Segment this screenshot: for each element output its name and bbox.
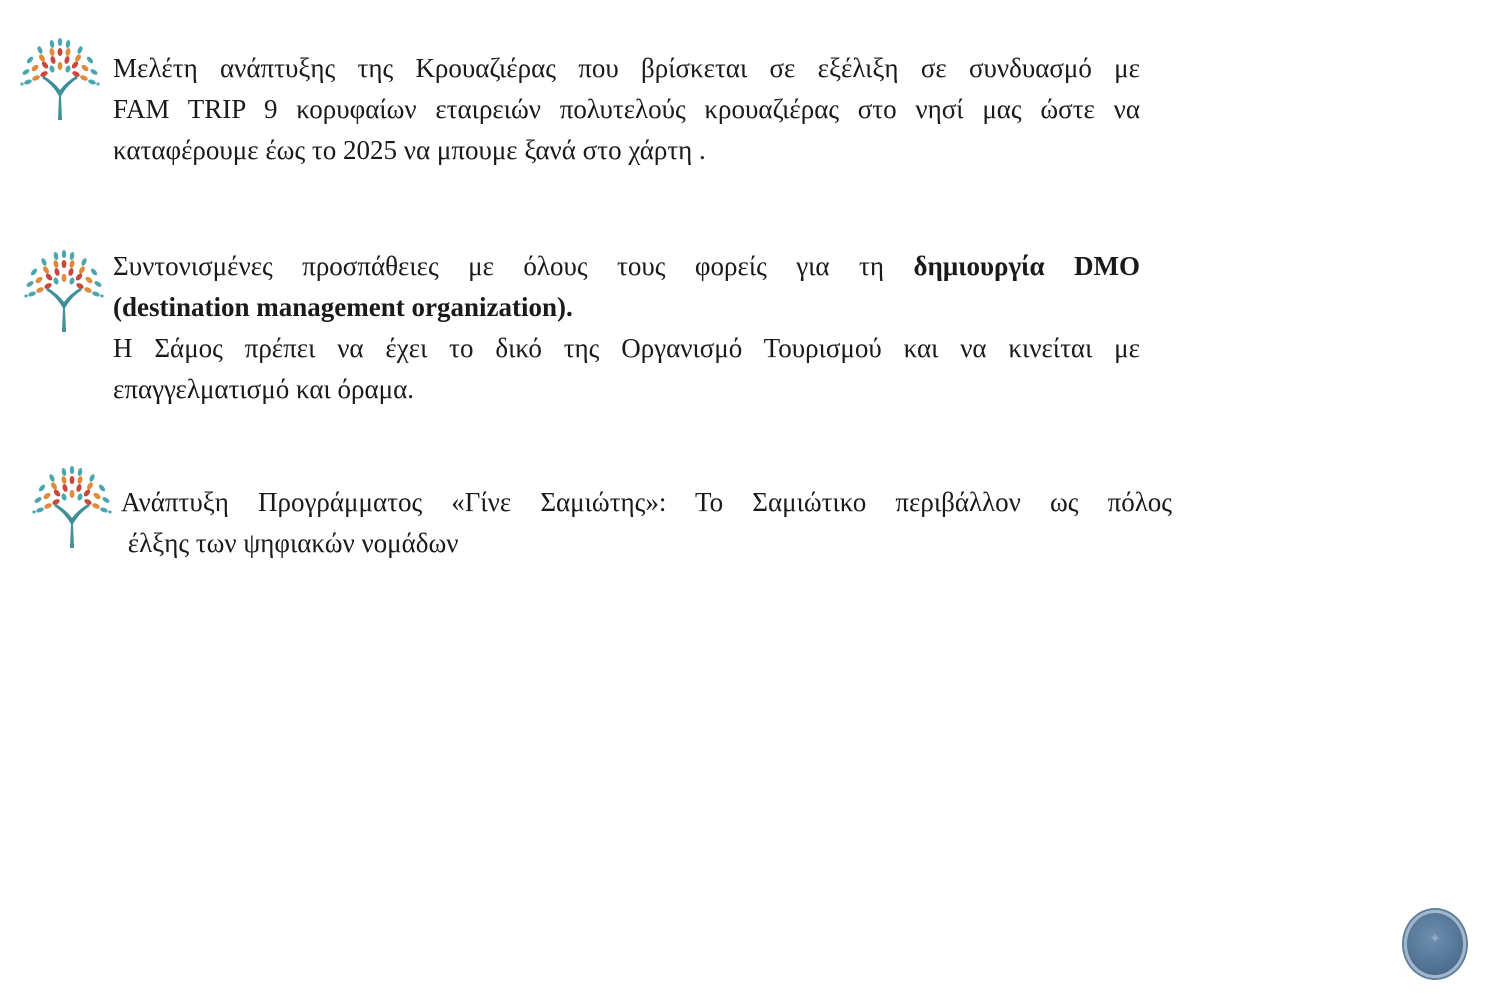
bullet-2-line-3: Η Σάμος πρέπει να έχει το δικό της Οργανισμό Τουρισμού και να κινείται με	[113, 333, 1140, 363]
bullet-2-text	[113, 246, 1140, 410]
bullet-3-line-1: Ανάπτυξη Προγράμματος «Γίνε Σαμιώτης»: Το Σαμιώτικο περιβάλλον ως πόλος	[121, 487, 1172, 517]
tree-icon	[30, 466, 114, 550]
tree-icon	[18, 38, 102, 122]
bullet-1-text	[113, 48, 1140, 171]
bullet-2-line-1-bold: δημιουργία DMO	[913, 251, 1141, 281]
bullet-2-line-1-normal: Συντονισμένες προσπάθειες με όλους τους φορείς για τη	[113, 251, 885, 281]
bullet-1-line-3: καταφέρουμε έως το 2025 να μπουμε ξανά στο χάρτη .	[113, 135, 706, 165]
bullet-2-line-1	[113, 246, 1140, 287]
bullet-2-line-4: επαγγελματισμό και όραμα.	[113, 374, 414, 404]
tree-icon	[22, 250, 106, 334]
bullet-3-text	[121, 482, 1172, 564]
slide-logo-badge	[1404, 910, 1466, 978]
bullet-3-line-2: έλξης των ψηφιακών νομάδων	[121, 528, 459, 558]
bullet-1-line-2: FAM TRIP 9 κορυφαίων εταιρειών πολυτελούς κρουαζιέρας στο νησί μας ώστε να	[113, 94, 1140, 124]
bullet-1-line-1: Μελέτη ανάπτυξης της Κρουαζιέρας που βρίσκεται σε εξέλιξη σε συνδυασμό με	[113, 53, 1140, 83]
badge-texture-icon: ✦	[1429, 931, 1441, 947]
bullet-2-line-2: (destination management organization).	[113, 292, 573, 322]
